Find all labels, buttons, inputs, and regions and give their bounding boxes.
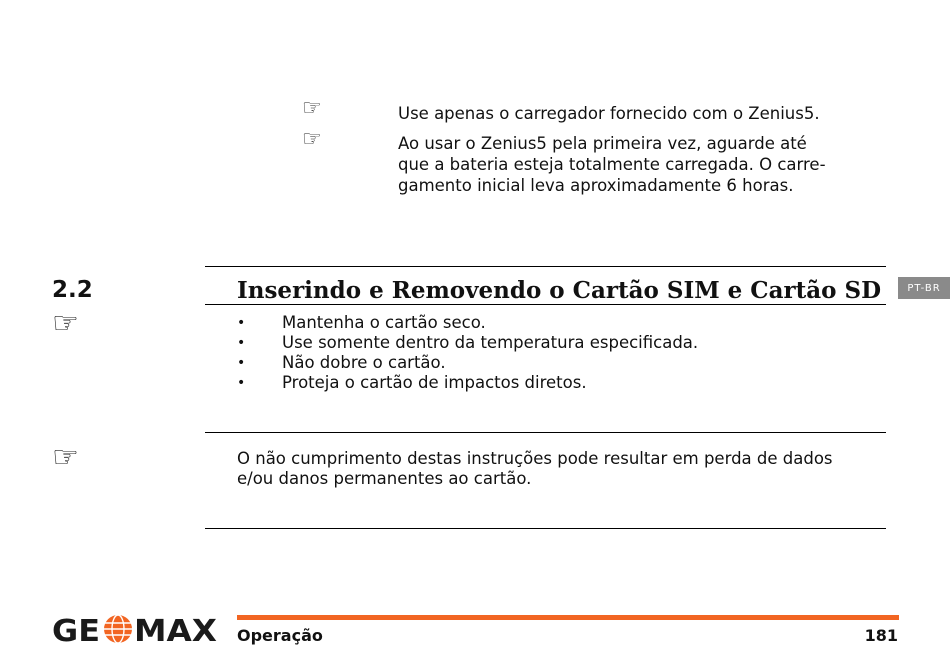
- warning-line: O não cumprimento destas instruções pode resultar em perda de dados: [237, 449, 833, 468]
- footer-section-name: Operação: [237, 626, 323, 645]
- bullet-dot: •: [237, 375, 246, 391]
- hand-pointer-icon: ☞: [302, 127, 322, 152]
- language-tab: PT-BR: [898, 277, 950, 299]
- note-line: que a bateria esteja totalmente carregada. O carre-: [398, 155, 826, 174]
- bullet-text: Proteja o cartão de impactos diretos.: [282, 373, 587, 392]
- section-number: 2.2: [52, 277, 93, 303]
- page-number: 181: [864, 626, 898, 645]
- bullet-text: Não dobre o cartão.: [282, 353, 446, 372]
- section-top-rule: [205, 266, 886, 267]
- logo-text-max: MAX: [134, 614, 217, 646]
- hand-pointer-icon: ☞: [52, 440, 79, 475]
- warning-text: [237, 449, 833, 489]
- logo-globe-icon: [104, 615, 132, 643]
- warning-top-rule: [205, 432, 886, 433]
- note-line: Ao usar o Zenius5 pela primeira vez, aguarde até: [398, 134, 807, 153]
- hand-pointer-icon: ☞: [52, 306, 79, 341]
- note-line: gamento inicial leva aproximadamente 6 horas.: [398, 176, 794, 195]
- list-item: [237, 353, 698, 373]
- geomax-logo: [52, 612, 218, 646]
- bullet-dot: •: [237, 355, 246, 371]
- warning-bottom-rule: [205, 528, 886, 529]
- hand-pointer-icon: ☞: [302, 96, 322, 121]
- note-text: Use apenas o carregador fornecido com o Zenius5.: [398, 104, 820, 123]
- warning-line: e/ou danos permanentes ao cartão.: [237, 469, 532, 488]
- list-item: [237, 313, 698, 333]
- bullet-dot: •: [237, 335, 246, 351]
- footer-accent-bar: [237, 615, 899, 620]
- list-item: [237, 333, 699, 353]
- logo-text-ge: GE: [52, 614, 100, 646]
- list-item: [237, 373, 698, 393]
- bullet-text: Mantenha o cartão seco.: [282, 313, 486, 332]
- bullet-list: [237, 313, 699, 393]
- section-title: Inserindo e Removendo o Cartão SIM e Cartão SD: [237, 277, 882, 304]
- section-bottom-rule: [205, 304, 886, 305]
- note-text: [398, 133, 826, 196]
- bullet-dot: •: [237, 315, 246, 331]
- bullet-text: Use somente dentro da temperatura especificada.: [282, 333, 699, 352]
